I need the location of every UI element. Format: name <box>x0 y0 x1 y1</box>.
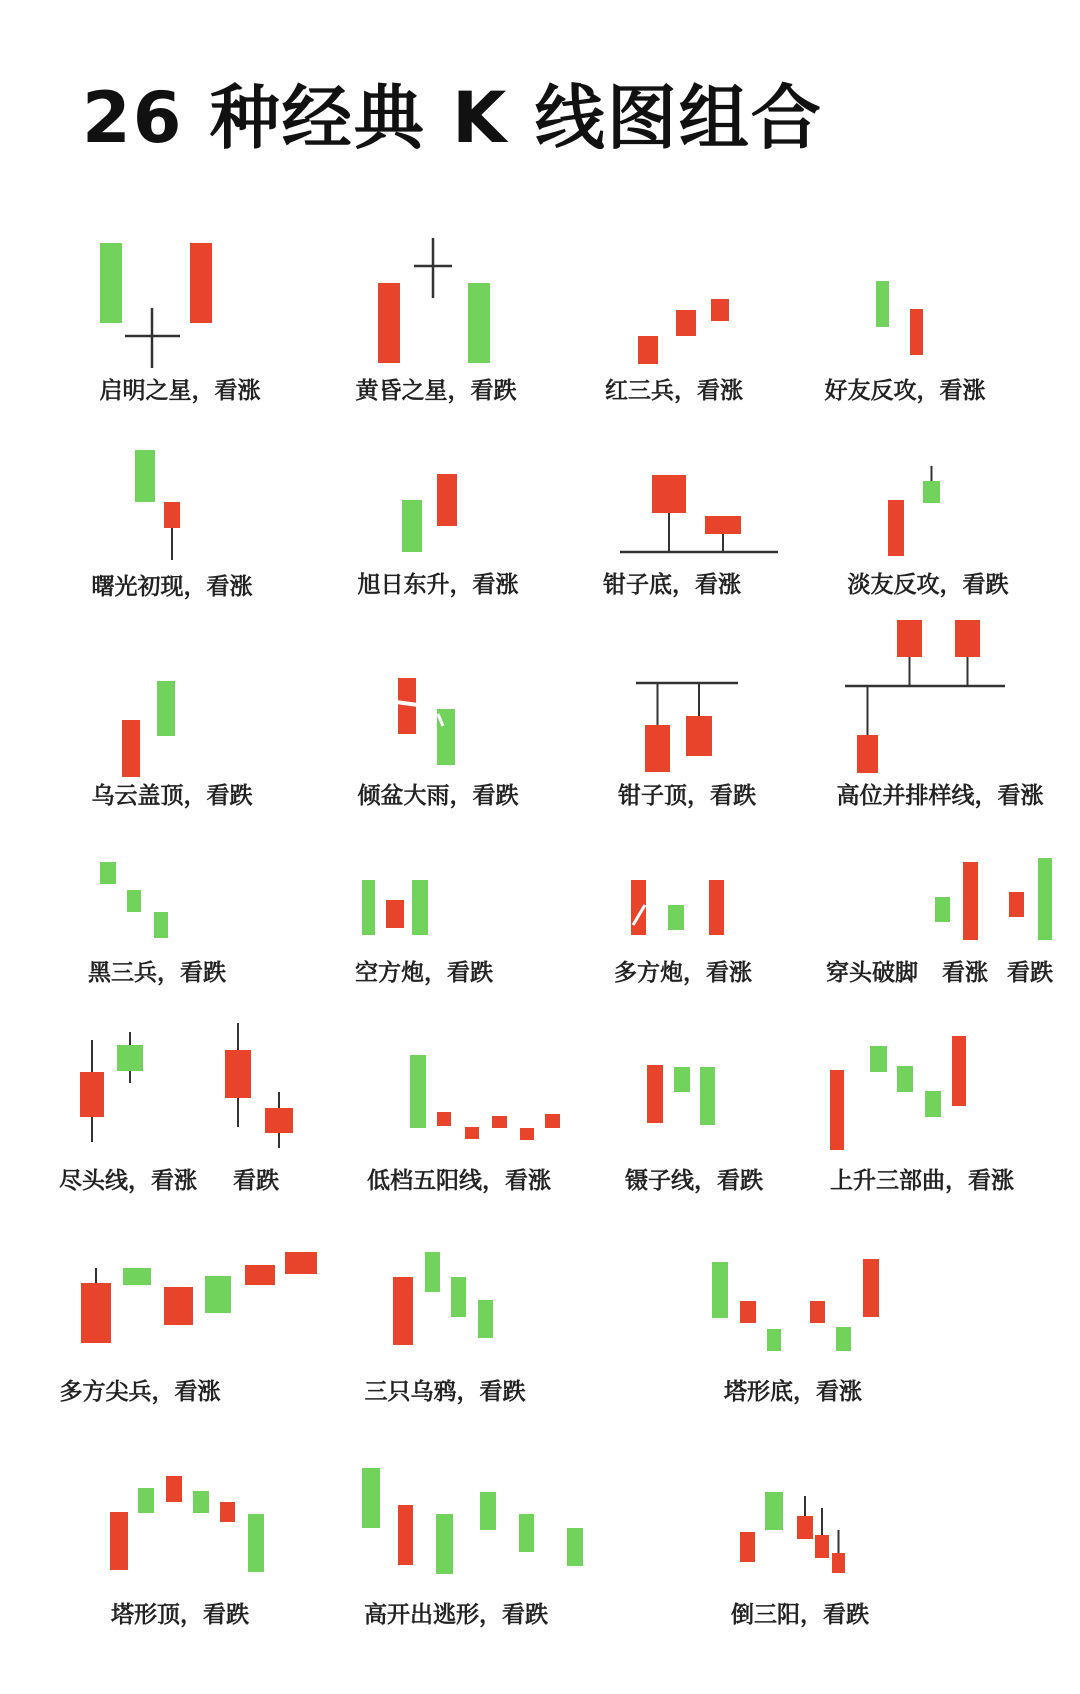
candle-4 <box>205 1276 231 1313</box>
candle-3 <box>166 1476 182 1502</box>
candle-1 <box>410 1055 426 1128</box>
candle-2 <box>870 1046 887 1072</box>
pattern-label: 红三兵，看涨 <box>605 378 743 404</box>
pattern-label: 乌云盖顶，看跌 <box>91 783 253 809</box>
candle-5 <box>245 1265 275 1285</box>
pattern-10 <box>396 678 455 765</box>
candle-2 <box>674 1067 690 1092</box>
pattern-label: 启明之星，看涨 <box>99 378 261 404</box>
candle-1 <box>100 862 116 884</box>
candle-2 <box>437 474 457 526</box>
candle-1 <box>100 243 122 323</box>
candle-1 <box>378 283 400 363</box>
pattern-label: 穿头破脚 <box>826 960 918 986</box>
candle-2 <box>686 683 712 756</box>
candle-3 <box>412 880 428 935</box>
pattern-7 <box>620 475 778 552</box>
pattern-label: 镊子线，看跌 <box>625 1168 763 1194</box>
candle-4 <box>478 1300 493 1338</box>
pattern-24 <box>110 1476 264 1572</box>
pattern-18 <box>410 1055 560 1140</box>
candle-1 <box>857 686 878 773</box>
pattern-23 <box>712 1259 879 1351</box>
candle-5 <box>220 1502 235 1522</box>
candle-3 <box>955 620 980 686</box>
candle-2 <box>425 1252 440 1292</box>
candle-6 <box>863 1259 879 1317</box>
candle-1 <box>362 880 375 935</box>
candle-3 <box>711 299 729 321</box>
candle-2 <box>468 283 490 363</box>
pattern-label: 钳子底，看涨 <box>603 572 741 598</box>
candle-4 <box>1038 858 1052 940</box>
pattern-label-extra: 看跌 <box>233 1168 279 1194</box>
candle-3 <box>709 880 724 935</box>
pattern-5 <box>135 450 180 560</box>
candle-1 <box>638 336 658 364</box>
candle-1 <box>645 683 670 772</box>
pattern-25 <box>362 1468 583 1574</box>
candle-1 <box>712 1262 728 1318</box>
candle-4 <box>193 1491 209 1513</box>
candle-2 <box>740 1301 756 1323</box>
candle-6 <box>567 1528 583 1566</box>
pattern-label: 黑三兵，看跌 <box>88 960 226 986</box>
candle-1 <box>393 1277 413 1345</box>
candle-2 <box>398 1505 413 1565</box>
candle-4 <box>480 1492 496 1530</box>
candle-2 <box>705 516 741 552</box>
candle-1 <box>110 1512 128 1570</box>
candle-2 <box>437 1112 451 1126</box>
pattern-label: 曙光初现，看涨 <box>91 574 253 600</box>
candle-3 <box>897 1066 913 1092</box>
page-title: 26 种经典 K 线图组合 <box>82 77 823 159</box>
pattern-label: 钳子顶，看跌 <box>618 783 756 809</box>
pattern-label: 淡友反攻，看跌 <box>847 572 1009 598</box>
candle-4 <box>925 1091 941 1117</box>
candle-1 <box>647 1065 663 1123</box>
candle-5 <box>832 1530 845 1573</box>
candle-4 <box>815 1508 829 1558</box>
pattern-6 <box>402 474 457 552</box>
candle-6 <box>545 1114 560 1128</box>
pattern-19 <box>647 1065 715 1125</box>
pattern-labels <box>59 377 1053 1628</box>
pattern-label: 多方尖兵，看涨 <box>59 1379 221 1405</box>
pattern-13 <box>100 862 168 938</box>
candle-3 <box>436 1514 453 1574</box>
candle-1 <box>740 1532 755 1562</box>
pattern-9 <box>122 681 175 777</box>
candle-5 <box>520 1128 534 1140</box>
candle-1 <box>122 720 140 777</box>
candle-3 <box>451 1277 466 1317</box>
candle-4 <box>810 1301 825 1323</box>
pattern-15 <box>631 880 724 935</box>
pattern-26 <box>740 1492 845 1573</box>
candle-6 <box>248 1514 264 1572</box>
candle-5 <box>836 1327 851 1351</box>
candle-2 <box>897 620 922 686</box>
candle-2 <box>765 1492 783 1530</box>
candle-1 <box>830 1070 844 1150</box>
candle-2 <box>910 309 923 355</box>
pattern-label: 三只乌鸦，看跌 <box>364 1379 526 1405</box>
candle-2 <box>123 1268 151 1285</box>
candle-1 <box>81 1268 111 1343</box>
candle-4 <box>492 1116 507 1128</box>
candle-3 <box>797 1496 813 1539</box>
candle-5 <box>952 1036 966 1106</box>
pattern-8 <box>888 466 940 556</box>
pattern-label: 多方炮，看涨 <box>614 960 752 986</box>
pattern-label: 高开出逃形，看跌 <box>364 1602 548 1628</box>
pattern-label-extra: 看涨 <box>942 960 988 986</box>
candle-1 <box>935 897 950 922</box>
candle-1 <box>888 500 904 556</box>
candle-1 <box>652 475 686 552</box>
pattern-11 <box>636 683 738 772</box>
candle-1 <box>135 450 155 502</box>
pattern-21 <box>81 1252 317 1343</box>
pattern-2 <box>378 238 490 363</box>
candle-2 <box>190 243 212 323</box>
candlestick-marks <box>80 238 1052 1574</box>
candle-3 <box>1009 892 1024 917</box>
candle-2 <box>668 905 684 930</box>
candle-3 <box>225 1023 251 1127</box>
pattern-14 <box>362 880 428 935</box>
candle-2 <box>923 466 940 503</box>
pattern-3 <box>638 299 729 364</box>
pattern-12 <box>845 620 1005 773</box>
pattern-label: 倒三阳，看跌 <box>731 1602 869 1628</box>
pattern-label: 塔形底，看涨 <box>724 1379 862 1405</box>
candle-1 <box>402 500 422 552</box>
candle-5 <box>519 1514 534 1552</box>
pattern-label: 空方炮，看跌 <box>355 960 493 986</box>
candle-2 <box>676 310 696 336</box>
candle-6 <box>285 1252 317 1274</box>
candle-2 <box>127 890 141 912</box>
candle-3 <box>700 1067 715 1125</box>
pattern-label-extra: 看跌 <box>1007 960 1053 986</box>
pattern-label: 高位并排样线，看涨 <box>836 783 1044 809</box>
candle-3 <box>154 912 168 938</box>
pattern-label: 旭日东升，看涨 <box>357 572 519 598</box>
candle-2 <box>963 862 978 940</box>
candle-2 <box>138 1488 154 1513</box>
pattern-1 <box>100 243 212 368</box>
pattern-label: 上升三部曲，看涨 <box>830 1168 1014 1194</box>
candle-2 <box>164 502 180 560</box>
candle-1 <box>80 1040 104 1142</box>
pattern-label: 尽头线，看涨 <box>59 1168 197 1194</box>
pattern-20 <box>830 1036 966 1150</box>
pattern-label: 低档五阳线，看涨 <box>367 1168 551 1194</box>
candle-3 <box>767 1329 781 1351</box>
pattern-16 <box>935 858 1052 940</box>
candle-2 <box>157 681 175 736</box>
pattern-label: 倾盆大雨，看跌 <box>357 783 519 809</box>
pattern-label: 黄昏之星，看跌 <box>355 378 517 404</box>
candle-1 <box>362 1468 380 1528</box>
pattern-label: 好友反攻，看涨 <box>824 378 986 404</box>
pattern-label: 塔形顶，看跌 <box>111 1602 249 1628</box>
candle-3 <box>465 1127 479 1139</box>
candle-3 <box>164 1287 193 1325</box>
pattern-4 <box>876 281 923 355</box>
pattern-22 <box>393 1252 493 1345</box>
candle-2 <box>386 900 404 928</box>
pattern-17 <box>80 1023 293 1148</box>
candle-4 <box>265 1092 293 1148</box>
candle-2 <box>117 1032 143 1083</box>
candle-1 <box>876 281 889 327</box>
